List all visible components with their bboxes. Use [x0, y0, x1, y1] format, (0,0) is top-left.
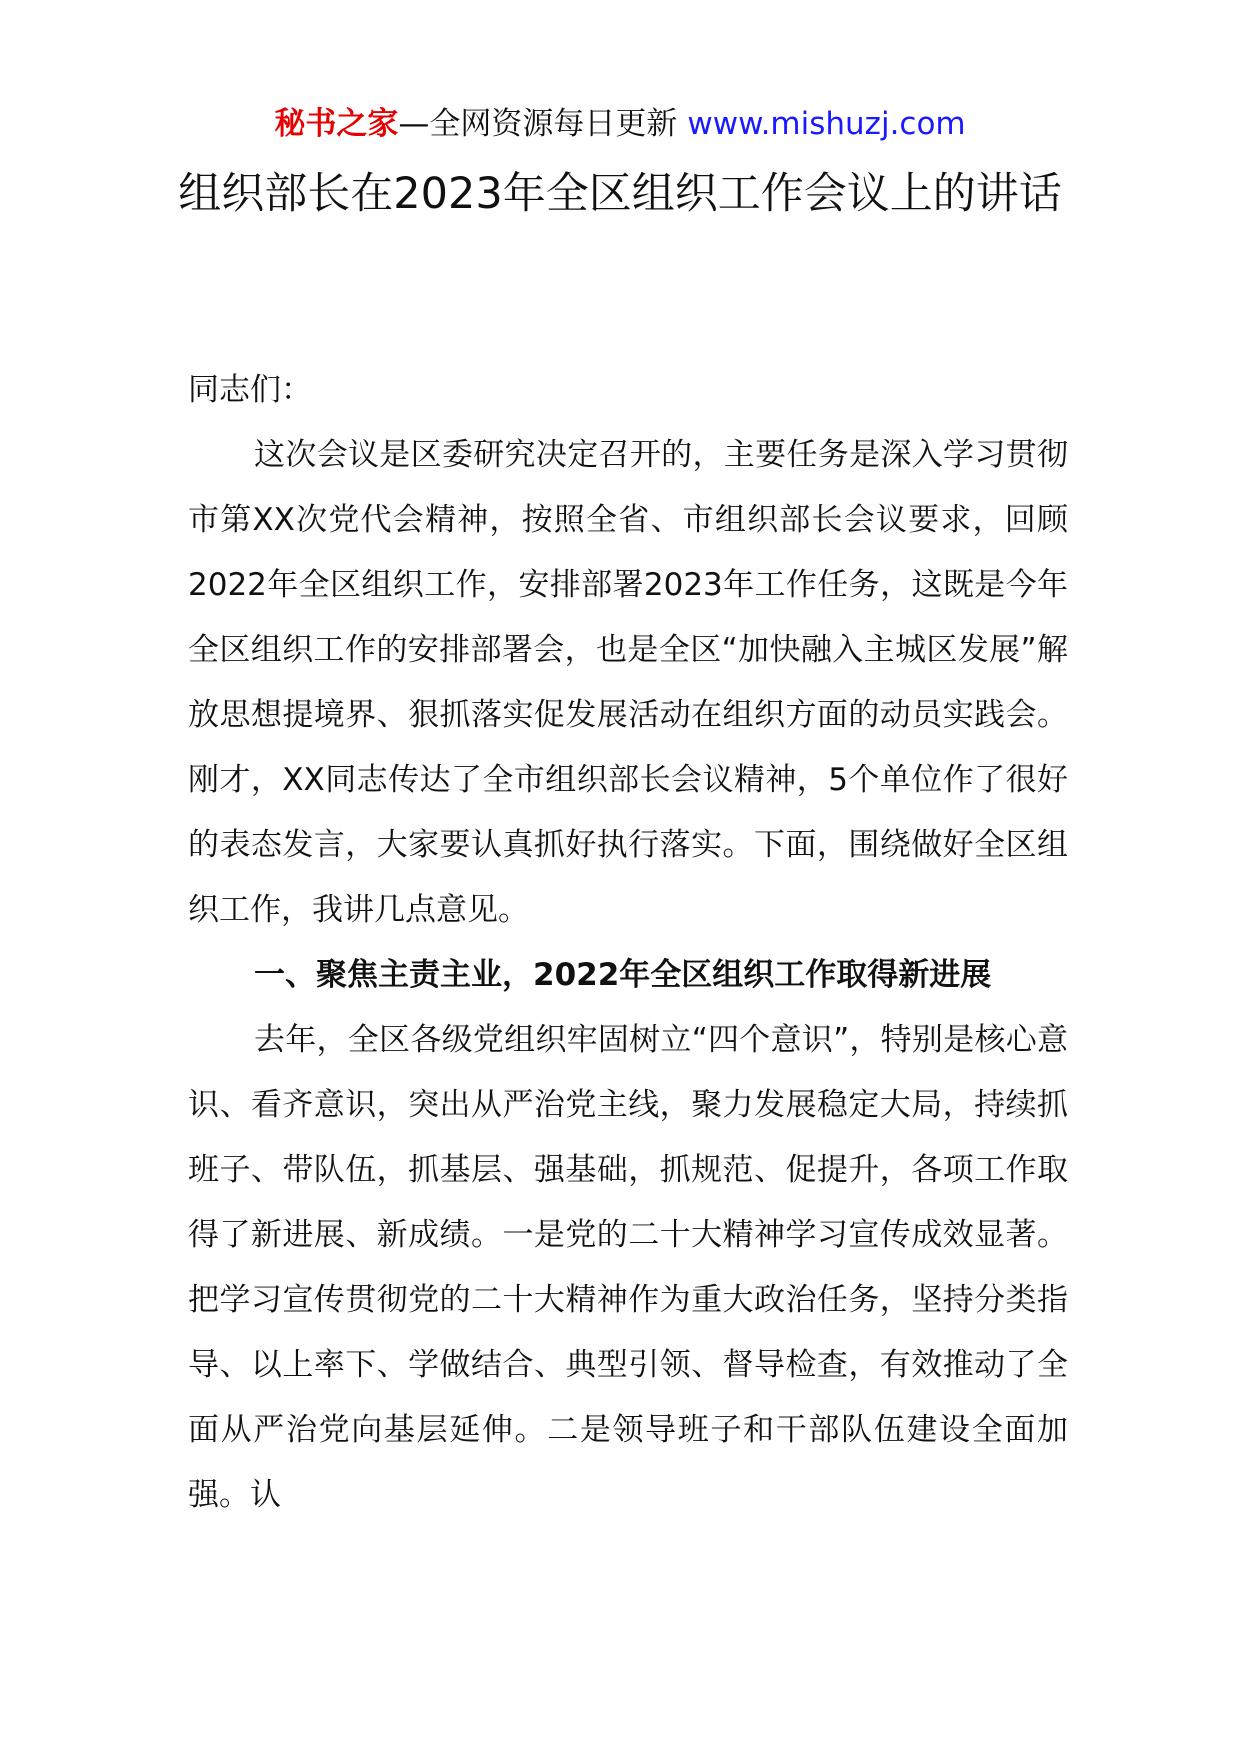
section-heading: 一、聚焦主责主业，2022年全区组织工作取得新进展: [254, 957, 992, 993]
site-header: [0, 100, 1240, 148]
header-tagline: —全网资源每日更新: [398, 106, 678, 142]
brand-name: 秘书之家: [274, 106, 399, 142]
site-url-link[interactable]: www.mishuzj.com: [687, 106, 966, 142]
body-paragraph: 这次会议是区委研究决定召开的，主要任务是深入学习贯彻市第XX次党代会精神，按照全省、市组织部长会议要求，回顾2022年全区组织工作，安排部署2023年工作任务，这既是今年全区组织工作的安排部署会，也是全区“加快融入主城区发展”解放思想提境界、狠抓落实促发展活动在组织方面的动员实践会。刚才，XX同志传达了全市组织部长会议精神，5个单位作了很好的表态发言，大家要认真抓好执行落实。下面，围绕做好全区组织工作，我讲几点意见。: [188, 437, 1068, 928]
document-title: 组织部长在2023年全区组织工作会议上的讲话: [178, 169, 1062, 219]
document-body: [188, 358, 1068, 1528]
body-paragraph: 去年，全区各级党组织牢固树立“四个意识”，特别是核心意识、看齐意识，突出从严治党主线，聚力发展稳定大局，持续抓班子、带队伍，抓基层、强基础，抓规范、促提升，各项工作取得了新进展、新成绩。一是党的二十大精神学习宣传成效显著。把学习宣传贯彻党的二十大精神作为重大政治任务，坚持分类指导、以上率下、学做结合、典型引领、督导检查，有效推动了全面从严治党向基层延伸。二是领导班子和干部队伍建设全面加强。认: [188, 1022, 1068, 1513]
salutation: 同志们：: [188, 372, 312, 408]
